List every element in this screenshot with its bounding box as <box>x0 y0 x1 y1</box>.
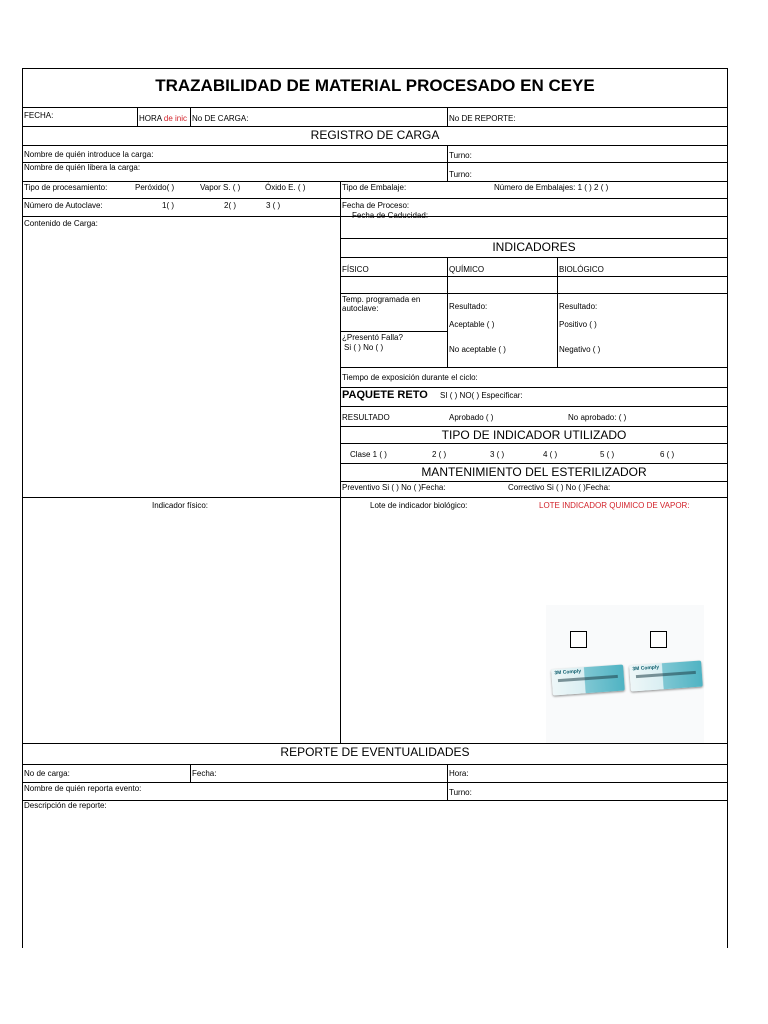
embalaje-label: Tipo de Embalaje: <box>342 183 407 192</box>
checkbox-icon[interactable] <box>570 631 587 648</box>
autoclave-label: Número de Autoclave: <box>24 201 103 210</box>
biologico-column: BIOLÓGICO <box>559 265 604 274</box>
quimico-column: QUÍMICO <box>449 265 485 274</box>
nombre-reporta-label: Nombre de quién reporta evento: <box>24 784 142 793</box>
lote-quimico-label: LOTE INDICADOR QUIMICO DE VAPOR: <box>539 501 690 510</box>
libera-label: Nombre de quién libera la carga: <box>24 163 141 172</box>
indicator-strip-image: 3M Comply <box>551 665 625 696</box>
tipo-procesamiento-label: Tipo de procesamiento: <box>24 183 108 192</box>
indicadores-header: INDICADORES <box>492 240 576 254</box>
clase-option: 5 ( ) <box>600 450 615 459</box>
descripcion-label: Descripción de reporte: <box>24 801 107 810</box>
form-title: TRAZABILIDAD DE MATERIAL PROCESADO EN CEYE <box>155 76 595 95</box>
no-carga-label: No de carga: <box>24 769 70 778</box>
tipo-indicador-header: TIPO DE INDICADOR UTILIZADO <box>441 428 627 442</box>
turno-2-label: Turno: <box>449 170 472 179</box>
correctivo-label: Correctivo Si ( ) No ( )Fecha: <box>508 483 611 492</box>
autoclave-2-option: 2( ) <box>224 201 236 210</box>
preventivo-label: Preventivo Si ( ) No ( )Fecha: <box>342 483 446 492</box>
no-aprobado-option: No aprobado: ( ) <box>568 413 627 422</box>
negativo-option: Negativo ( ) <box>559 345 601 354</box>
aprobado-option: Aprobado ( ) <box>449 413 494 422</box>
clase-option: 4 ( ) <box>543 450 558 459</box>
contenido-label: Contenido de Carga: <box>24 219 98 228</box>
checkbox-icon[interactable] <box>650 631 667 648</box>
hora-label: HORA de inic <box>139 114 188 123</box>
fecha-proceso-label: Fecha de Proceso: <box>342 201 410 210</box>
reporte-label: No DE REPORTE: <box>449 114 516 123</box>
clase-option: 2 ( ) <box>432 450 447 459</box>
falla-question: ¿Presentó Falla? <box>342 333 403 342</box>
indicator-strips-photo <box>546 605 704 743</box>
registro-header: REGISTRO DE CARGA <box>310 128 440 142</box>
fisico-column: FÍSICO <box>342 265 369 274</box>
resultado-paquete-label: RESULTADO <box>342 413 390 422</box>
clase-option: 6 ( ) <box>660 450 675 459</box>
temp-label: Temp. programada en autoclave: <box>342 295 421 313</box>
oxido-option: Óxido E. ( ) <box>265 183 306 192</box>
introduce-label: Nombre de quién introduce la carga: <box>24 150 154 159</box>
hora-evento-label: Hora: <box>449 769 469 778</box>
fecha-label: FECHA: <box>24 111 54 120</box>
resultado-biologico-label: Resultado: <box>559 302 598 311</box>
mantenimiento-header: MANTENIMIENTO DEL ESTERILIZADOR <box>421 465 647 479</box>
autoclave-1-option: 1( ) <box>162 201 174 210</box>
fecha-evento-label: Fecha: <box>192 769 217 778</box>
eventualidades-header: REPORTE DE EVENTUALIDADES <box>280 745 470 759</box>
clase-option: Clase 1 ( ) <box>350 450 387 459</box>
turno-1-label: Turno: <box>449 151 472 160</box>
paquete-reto-options: SI ( ) NO( ) Especificar: <box>440 391 523 400</box>
tiempo-exposicion-label: Tiempo de exposición durante el ciclo: <box>342 373 478 382</box>
vapor-option: Vapor S. ( ) <box>200 183 241 192</box>
lote-biologico-label: Lote de indicador biológico: <box>370 501 468 510</box>
falla-options: Si ( ) No ( ) <box>344 343 384 352</box>
resultado-quimico-label: Resultado: <box>449 302 488 311</box>
indicador-fisico-label: Indicador físico: <box>152 501 209 510</box>
no-aceptable-option: No aceptable ( ) <box>449 345 506 354</box>
aceptable-option: Aceptable ( ) <box>449 320 495 329</box>
fecha-caducidad-label: Fecha de Caducidad: <box>352 211 429 220</box>
num-embalajes-label: Número de Embalajes: 1 ( ) 2 ( ) <box>494 183 609 192</box>
peroxido-option: Peróxido( ) <box>135 183 175 192</box>
autoclave-3-option: 3 ( ) <box>266 201 281 210</box>
indicator-strip-image: 3M Comply <box>629 661 703 692</box>
turno-evento-label: Turno: <box>449 788 472 797</box>
paquete-reto-label: PAQUETE RETO <box>342 389 428 401</box>
carga-label: No DE CARGA: <box>192 114 249 123</box>
positivo-option: Positivo ( ) <box>559 320 597 329</box>
clase-option: 3 ( ) <box>490 450 505 459</box>
